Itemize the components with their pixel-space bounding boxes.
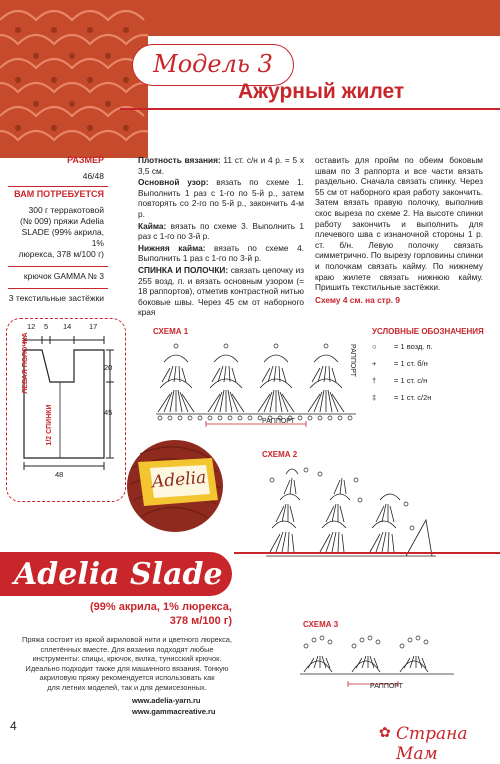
gamma-link[interactable]: www.gammacreative.ru: [132, 707, 216, 716]
composition-line-1: (99% акрила, 1% люрекса,: [89, 601, 232, 613]
desc-line: для летних моделей, так и для демисезонных.: [47, 682, 207, 692]
schema-2-title: СХЕМА 2: [262, 450, 298, 459]
watermark-text: Страна Мам: [396, 724, 468, 764]
size-value: 46/48: [82, 171, 104, 181]
schema-1-diagram: [150, 338, 366, 428]
para-density-text: 11 ст. с/н и 4 р. = 5 х 3,5 см.: [138, 155, 304, 176]
para-main: [138, 177, 304, 219]
adelia-link[interactable]: www.adelia-yarn.ru: [132, 696, 201, 705]
rapport-label-3: РАППОРТ: [370, 683, 403, 690]
watermark-icon: ✿: [379, 724, 391, 740]
desc-line: Пряжа состоит из яркой акриловой нити и цветного люрекса, сплетённых вместе. Для вязания подходят любые: [22, 635, 232, 654]
clasps-value: 3 текстильные застёжки: [8, 293, 104, 303]
legend-item-text: = 1 ст. с/н: [394, 376, 428, 385]
dim-top-3: 14: [63, 322, 72, 331]
brand-name: Adelia Slade: [14, 557, 223, 592]
instructions-column-2: [315, 155, 483, 305]
crochet-swatch-image: [0, 0, 148, 158]
legend-item-text: = 1 возд. п.: [394, 342, 433, 351]
product-description: [16, 635, 238, 693]
header-stripe: [148, 0, 500, 36]
dim-right-1: 20: [104, 363, 113, 372]
para-bottom-edge: [138, 243, 304, 264]
yarn-line: SLADE (99% акрила, 1%: [21, 227, 104, 248]
legend-item: [372, 393, 492, 410]
legend-sc-icon: +: [372, 359, 377, 368]
para-back-fronts: [138, 265, 304, 318]
para-density: [138, 155, 304, 176]
schema-1-title: СХЕМА 1: [153, 327, 189, 336]
legend-dc-icon: †: [372, 376, 377, 385]
model-label: Модель 3: [132, 44, 294, 86]
back-half-label: 1/2 СПИНКИ: [46, 404, 53, 446]
legend-item-text: = 1 ст. с/2н: [394, 393, 432, 402]
legend-item-text: = 1 ст. б/н: [394, 359, 428, 368]
page-number: 4: [10, 719, 17, 733]
dim-bottom: 48: [55, 470, 64, 479]
yarn-line: (№ 009) пряжи Adelia: [20, 216, 104, 226]
dim-top-2: 5: [44, 322, 49, 331]
para-edge-text: вязать по схеме 3. Выполнить 1 раз с 1-го по 3-й р.: [138, 220, 304, 242]
para-density-title: Плотность вязания:: [138, 155, 221, 165]
schema-4-reference: Схему 4 см. на стр. 9: [315, 294, 401, 305]
legend-title: УСЛОВНЫЕ ОБОЗНАЧЕНИЯ: [372, 327, 484, 336]
ball-brand-label: Adelia: [151, 467, 208, 493]
page-title: Ажурный жилет: [238, 80, 405, 103]
header-gap: [148, 36, 500, 42]
dim-top-4: 17: [89, 322, 98, 331]
legend-tr-icon: ‡: [372, 393, 377, 402]
para-edge-title: Кайма:: [138, 220, 167, 231]
need-label: ВАМ ПОТРЕБУЕТСЯ: [14, 189, 104, 199]
size-label: РАЗМЕР: [67, 155, 104, 165]
instructions-column-1: [138, 155, 304, 318]
rapport-label-1: РАППОРТ: [262, 418, 295, 425]
para-bottom-edge-text: вязать по схеме 4. Выполнить 1 раз с 1-го по 3-й р.: [138, 242, 304, 264]
legend-item: [372, 376, 492, 393]
desc-line: Идеально подходит также для машинного вязания. Тонкую акриловую пряжу рекомендуется использовать как: [25, 663, 229, 683]
para-back-fronts-title: СПИНКА И ПОЛОЧКИ:: [138, 264, 229, 275]
schema-3-diagram: [296, 628, 461, 690]
para-back-fronts-text: связать цепочку из 255 возд. п. и вязать основным узором (= 18 раппортов), отметив контрастной нитью боковые швы. Через 45 см от наборного края: [138, 264, 305, 318]
yarn-line: люрекса, 378 м/100 г): [18, 249, 104, 259]
schema-3-title: СХЕМА 3: [303, 620, 339, 629]
title-underline: [120, 108, 500, 110]
composition-line-2: 378 м/100 г): [169, 615, 232, 627]
sidebar: [8, 155, 108, 304]
sidebar-divider: [8, 266, 108, 267]
sidebar-divider: [8, 288, 108, 289]
rapport-vertical-1: РАППОРТ: [349, 344, 356, 377]
legend: [372, 342, 492, 410]
para-continued: оставить для пройм по обеим боковым швам по 3 раппорта и все части вязать раздельно. Сначала связать спинку. Через 55 см от наборного края работу закончить. Затем вязать правую полочку, выполнив скос выреза по схеме 2. На высоте спинки работу закончить и выполнить для плечевого шва с изнаночной стороны 1 р. ст. б/н. Левую полочку связать симметрично. По вырезу горловины спинки и полочкам связать кайму. По нижнему краю жилете связать нижнюю кайму. Пришить текстильные застёжки.: [315, 155, 483, 293]
legend-chain-icon: ○: [372, 342, 377, 351]
dim-right-2: 45: [104, 408, 113, 417]
para-main-text: вязать по схеме 1. Выполнить 1 раз с 1-го по 5-й р., затем повторять со 2-го по 5-й р., закончить 4-м р.: [138, 177, 304, 219]
para-bottom-edge-title: Нижняя кайма:: [138, 242, 206, 253]
dim-top-1: 12: [27, 322, 36, 331]
schema-2-diagram: [256, 460, 446, 560]
yarn-line: 300 г терракотовой: [28, 205, 104, 215]
hook-value: крючок GAMMA № 3: [23, 271, 104, 281]
sidebar-divider: [8, 186, 108, 187]
para-edge: [138, 221, 304, 242]
left-front-label: ЛЕВАЯ ПОЛОЧКА: [22, 332, 29, 394]
para-main-title: Основной узор:: [138, 177, 209, 188]
brand-banner-line: [234, 552, 500, 554]
desc-line: инструменты: спицы, крючок, вилка, тунисский крючок.: [32, 654, 222, 664]
legend-item: [372, 342, 492, 359]
legend-item: [372, 359, 492, 376]
